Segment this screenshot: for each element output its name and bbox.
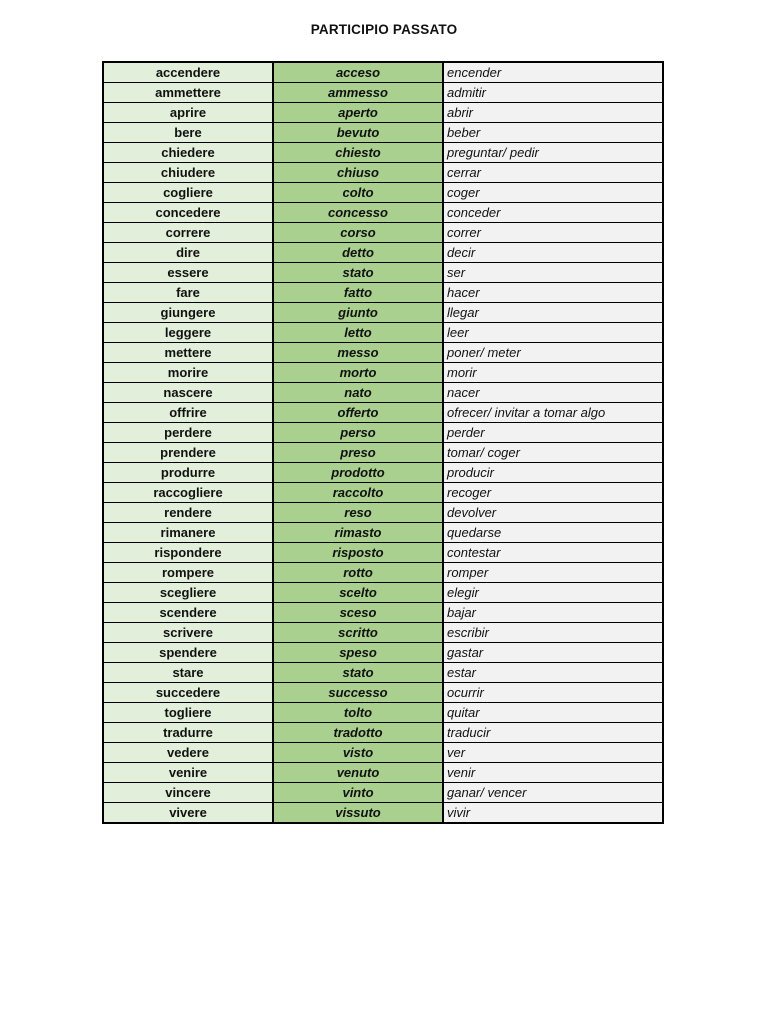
infinitive-cell: vivere: [103, 803, 273, 824]
participle-cell: tolto: [273, 703, 443, 723]
participle-cell: chiesto: [273, 143, 443, 163]
translation-cell: cerrar: [443, 163, 663, 183]
translation-cell: admitir: [443, 83, 663, 103]
infinitive-cell: chiedere: [103, 143, 273, 163]
infinitive-cell: concedere: [103, 203, 273, 223]
table-row: [103, 763, 663, 783]
participle-cell: offerto: [273, 403, 443, 423]
infinitive-cell: cogliere: [103, 183, 273, 203]
participle-cell: speso: [273, 643, 443, 663]
participle-cell: giunto: [273, 303, 443, 323]
participle-cell: vinto: [273, 783, 443, 803]
participle-cell: scelto: [273, 583, 443, 603]
table-row: [103, 263, 663, 283]
translation-cell: poner/ meter: [443, 343, 663, 363]
participle-cell: rimasto: [273, 523, 443, 543]
translation-cell: contestar: [443, 543, 663, 563]
infinitive-cell: rispondere: [103, 543, 273, 563]
translation-cell: ganar/ vencer: [443, 783, 663, 803]
verb-table-body: [103, 62, 663, 823]
translation-cell: correr: [443, 223, 663, 243]
infinitive-cell: scegliere: [103, 583, 273, 603]
translation-cell: coger: [443, 183, 663, 203]
participle-cell: rotto: [273, 563, 443, 583]
translation-cell: abrir: [443, 103, 663, 123]
table-row: [103, 683, 663, 703]
translation-cell: quitar: [443, 703, 663, 723]
table-row: [103, 623, 663, 643]
table-row: [103, 643, 663, 663]
translation-cell: romper: [443, 563, 663, 583]
table-row: [103, 243, 663, 263]
participle-cell: tradotto: [273, 723, 443, 743]
table-row: [103, 83, 663, 103]
translation-cell: recoger: [443, 483, 663, 503]
participle-cell: acceso: [273, 62, 443, 83]
table-row: [103, 123, 663, 143]
table-row: [103, 323, 663, 343]
translation-cell: ver: [443, 743, 663, 763]
table-row: [103, 203, 663, 223]
participle-cell: morto: [273, 363, 443, 383]
participle-cell: preso: [273, 443, 443, 463]
translation-cell: decir: [443, 243, 663, 263]
participle-cell: letto: [273, 323, 443, 343]
infinitive-cell: correre: [103, 223, 273, 243]
participle-cell: fatto: [273, 283, 443, 303]
participle-cell: perso: [273, 423, 443, 443]
translation-cell: venir: [443, 763, 663, 783]
table-row: [103, 363, 663, 383]
participle-cell: nato: [273, 383, 443, 403]
infinitive-cell: aprire: [103, 103, 273, 123]
table-row: [103, 223, 663, 243]
translation-cell: perder: [443, 423, 663, 443]
participle-cell: stato: [273, 663, 443, 683]
translation-cell: tomar/ coger: [443, 443, 663, 463]
table-row: [103, 783, 663, 803]
infinitive-cell: offrire: [103, 403, 273, 423]
infinitive-cell: leggere: [103, 323, 273, 343]
infinitive-cell: raccogliere: [103, 483, 273, 503]
infinitive-cell: vedere: [103, 743, 273, 763]
table-row: [103, 303, 663, 323]
infinitive-cell: accendere: [103, 62, 273, 83]
table-row: [103, 423, 663, 443]
participle-cell: successo: [273, 683, 443, 703]
translation-cell: devolver: [443, 503, 663, 523]
infinitive-cell: vincere: [103, 783, 273, 803]
translation-cell: conceder: [443, 203, 663, 223]
table-row: [103, 743, 663, 763]
table-row: [103, 703, 663, 723]
translation-cell: escribir: [443, 623, 663, 643]
participle-cell: reso: [273, 503, 443, 523]
table-row: [103, 803, 663, 824]
table-row: [103, 543, 663, 563]
translation-cell: vivir: [443, 803, 663, 824]
infinitive-cell: scendere: [103, 603, 273, 623]
infinitive-cell: fare: [103, 283, 273, 303]
table-row: [103, 663, 663, 683]
table-row: [103, 583, 663, 603]
participle-cell: raccolto: [273, 483, 443, 503]
table-row: [103, 723, 663, 743]
participle-cell: prodotto: [273, 463, 443, 483]
translation-cell: traducir: [443, 723, 663, 743]
table-row: [103, 62, 663, 83]
translation-cell: hacer: [443, 283, 663, 303]
infinitive-cell: morire: [103, 363, 273, 383]
participle-cell: colto: [273, 183, 443, 203]
infinitive-cell: ammettere: [103, 83, 273, 103]
table-row: [103, 483, 663, 503]
infinitive-cell: mettere: [103, 343, 273, 363]
translation-cell: ofrecer/ invitar a tomar algo: [443, 403, 663, 423]
page-title: PARTICIPIO PASSATO: [310, 22, 458, 37]
table-row: [103, 503, 663, 523]
participle-cell: aperto: [273, 103, 443, 123]
participle-cell: risposto: [273, 543, 443, 563]
translation-cell: estar: [443, 663, 663, 683]
translation-cell: beber: [443, 123, 663, 143]
infinitive-cell: togliere: [103, 703, 273, 723]
table-row: [103, 383, 663, 403]
participle-cell: scritto: [273, 623, 443, 643]
infinitive-cell: nascere: [103, 383, 273, 403]
translation-cell: producir: [443, 463, 663, 483]
verb-table: [102, 61, 664, 824]
translation-cell: ser: [443, 263, 663, 283]
participle-cell: sceso: [273, 603, 443, 623]
translation-cell: nacer: [443, 383, 663, 403]
infinitive-cell: produrre: [103, 463, 273, 483]
infinitive-cell: essere: [103, 263, 273, 283]
infinitive-cell: stare: [103, 663, 273, 683]
table-row: [103, 103, 663, 123]
table-row: [103, 163, 663, 183]
participle-cell: stato: [273, 263, 443, 283]
translation-cell: elegir: [443, 583, 663, 603]
infinitive-cell: bere: [103, 123, 273, 143]
translation-cell: preguntar/ pedir: [443, 143, 663, 163]
participle-cell: corso: [273, 223, 443, 243]
table-row: [103, 463, 663, 483]
table-row: [103, 563, 663, 583]
infinitive-cell: spendere: [103, 643, 273, 663]
participle-cell: messo: [273, 343, 443, 363]
translation-cell: llegar: [443, 303, 663, 323]
infinitive-cell: tradurre: [103, 723, 273, 743]
infinitive-cell: perdere: [103, 423, 273, 443]
translation-cell: gastar: [443, 643, 663, 663]
infinitive-cell: rimanere: [103, 523, 273, 543]
infinitive-cell: dire: [103, 243, 273, 263]
table-row: [103, 603, 663, 623]
participle-cell: concesso: [273, 203, 443, 223]
table-row: [103, 443, 663, 463]
infinitive-cell: scrivere: [103, 623, 273, 643]
participle-cell: ammesso: [273, 83, 443, 103]
infinitive-cell: rendere: [103, 503, 273, 523]
translation-cell: morir: [443, 363, 663, 383]
infinitive-cell: giungere: [103, 303, 273, 323]
participle-cell: visto: [273, 743, 443, 763]
infinitive-cell: prendere: [103, 443, 273, 463]
infinitive-cell: succedere: [103, 683, 273, 703]
table-row: [103, 183, 663, 203]
translation-cell: encender: [443, 62, 663, 83]
table-row: [103, 403, 663, 423]
infinitive-cell: venire: [103, 763, 273, 783]
infinitive-cell: rompere: [103, 563, 273, 583]
participle-cell: bevuto: [273, 123, 443, 143]
participle-cell: chiuso: [273, 163, 443, 183]
participle-cell: venuto: [273, 763, 443, 783]
translation-cell: leer: [443, 323, 663, 343]
table-row: [103, 283, 663, 303]
translation-cell: quedarse: [443, 523, 663, 543]
table-row: [103, 523, 663, 543]
participle-cell: vissuto: [273, 803, 443, 824]
table-row: [103, 343, 663, 363]
translation-cell: ocurrir: [443, 683, 663, 703]
translation-cell: bajar: [443, 603, 663, 623]
table-row: [103, 143, 663, 163]
participle-cell: detto: [273, 243, 443, 263]
infinitive-cell: chiudere: [103, 163, 273, 183]
